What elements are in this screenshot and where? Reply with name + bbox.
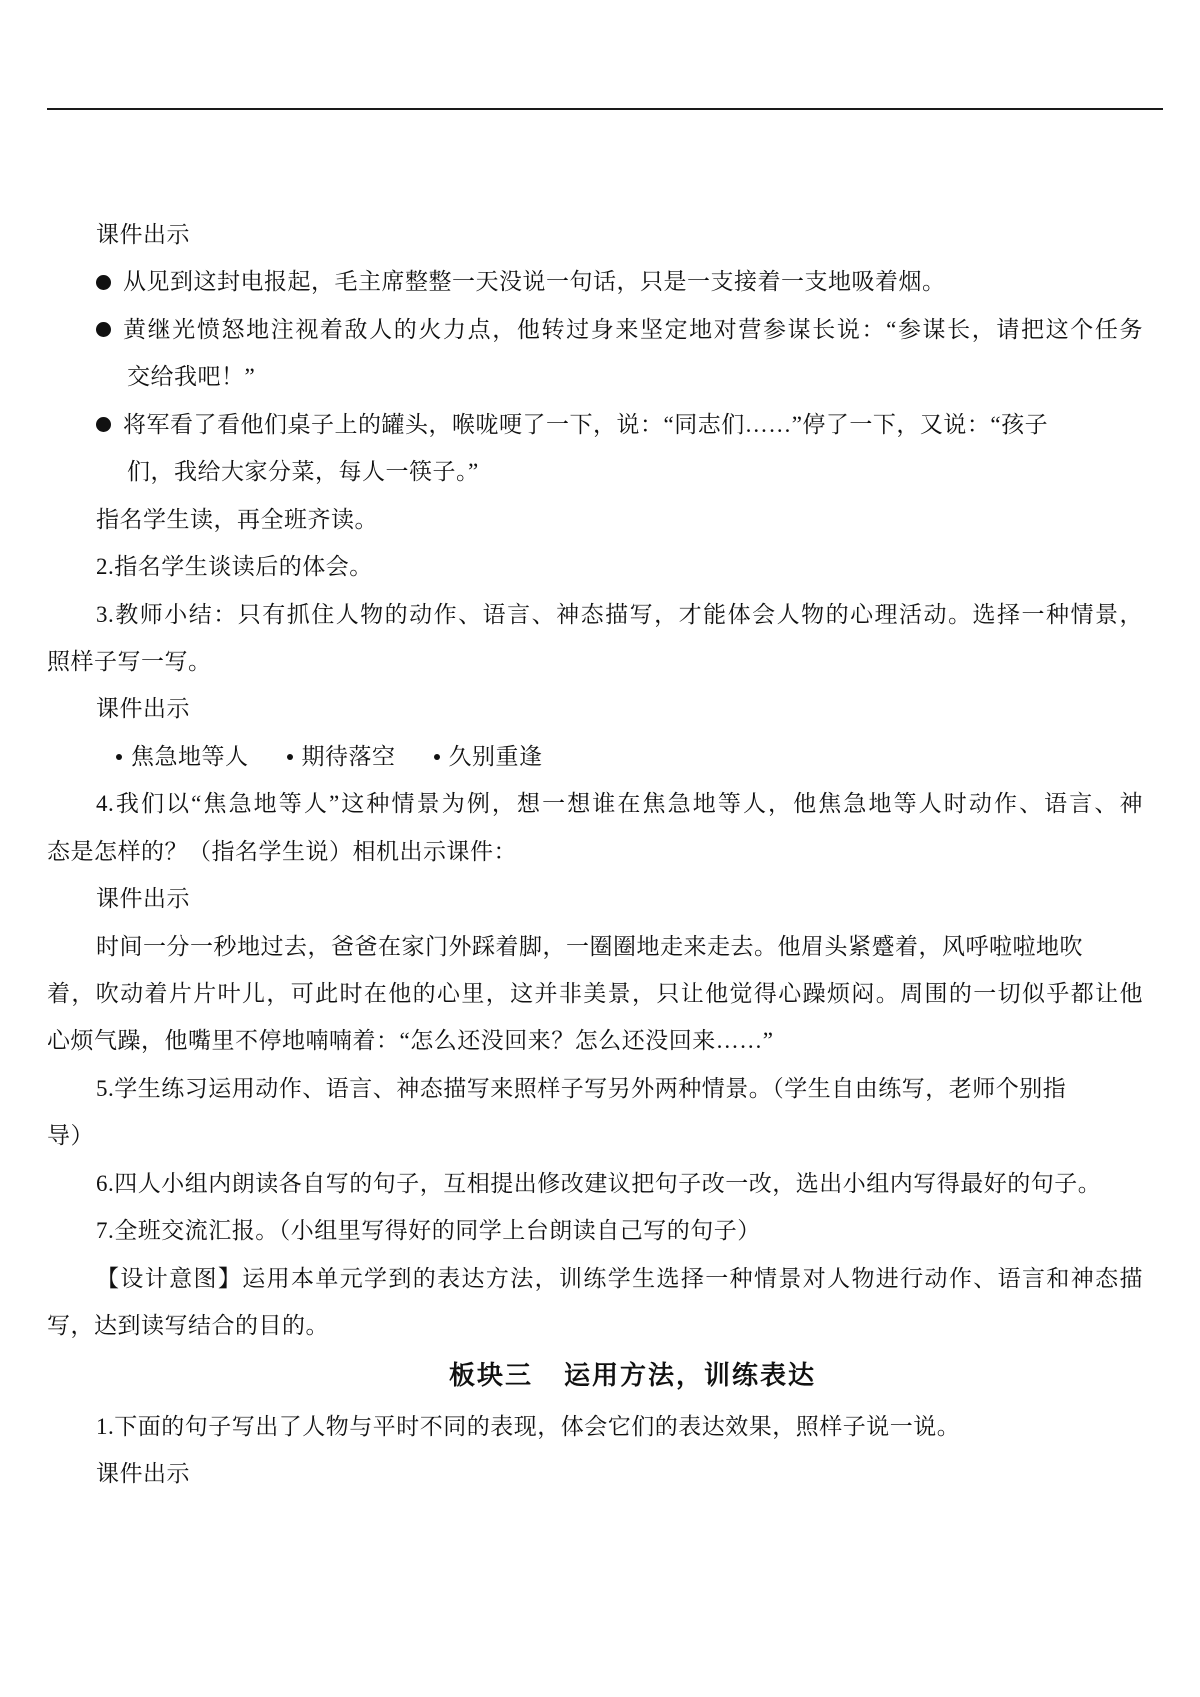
dot-icon: [287, 754, 293, 760]
step-6: 6.四人小组内朗读各自写的句子，互相提出修改建议把句子改一改，选出小组内写得最好的句子。: [96, 1170, 1102, 1196]
quote-text: 从见到这封电报起，毛主席整整一天没说一句话，只是一支接着一支地吸着烟。: [123, 269, 946, 295]
quote-item: [47, 306, 1143, 353]
quote-text-continuation: 们，我给大家分菜，每人一筷子。”: [127, 459, 479, 485]
bullet-icon: [96, 322, 111, 337]
courseware-label: 课件出示: [96, 222, 190, 247]
example-paragraph-line: 时间一分一秒地过去，爸爸在家门外踩着脚，一圈圈地走来走去。他眉头紧蹙着，风呼啦啦地吹: [96, 933, 1083, 959]
courseware-label: 课件出示: [96, 696, 190, 722]
design-intent-continuation: 写，达到读写结合的目的。: [47, 1313, 329, 1339]
scenario-list: [47, 733, 1143, 780]
section-3-step-1: 1.下面的句子写出了人物与平时不同的表现，体会它们的表达效果，照样子说一说。: [96, 1413, 961, 1439]
step-5: 5.学生练习运用动作、语言、神态描写来照样子写另外两种情景。（学生自由练写，老师个别指: [96, 1075, 1067, 1101]
bullet-icon: [96, 275, 111, 290]
example-paragraph-line: 心烦气躁，他嘴里不停地喃喃着：“怎么还没回来？怎么还没回来……”: [47, 1028, 774, 1054]
scenario-item: [434, 733, 543, 780]
scenario-label: 期待落空: [301, 743, 396, 769]
scenario-label: 焦急地等人: [131, 743, 249, 769]
scenario-item: [116, 733, 249, 780]
header-rule: [47, 108, 1163, 110]
dot-icon: [116, 754, 122, 760]
dot-icon: [434, 754, 440, 760]
scenario-item: [287, 733, 396, 780]
example-paragraph-line: 着，吹动着片片叶儿，可此时在他的心里，这并非美景，只让他觉得心躁烦闷。周围的一切似乎都让他: [47, 981, 1143, 1006]
step-4-continuation: 态是怎样的？（指名学生说）相机出示课件：: [47, 838, 517, 864]
quote-text-continuation: 交给我吧！”: [127, 364, 256, 390]
step-5-continuation: 导）: [47, 1123, 94, 1149]
quote-item: [47, 401, 1143, 448]
step-4: 4.我们以“焦急地等人”这种情景为例，想一想谁在焦急地等人，他焦急地等人时动作、语言、神: [96, 791, 1143, 817]
scenario-label: 久别重逢: [448, 743, 543, 769]
document-body: [47, 211, 1143, 1497]
quote-text: 将军看了看他们桌子上的罐头，喉咙哽了一下，说：“同志们……”停了一下，又说：“孩子: [123, 411, 1049, 437]
bullet-icon: [96, 417, 111, 432]
section-title: 运用方法，训练表达: [564, 1359, 817, 1390]
step-7: 7.全班交流汇报。（小组里写得好的同学上台朗读自己写的句子）: [96, 1218, 761, 1244]
quote-text: 黄继光愤怒地注视着敌人的火力点，他转过身来坚定地对营参谋长说：“参谋长，请把这个任务: [123, 316, 1143, 342]
read-instruction: 指名学生读，再全班齐读。: [96, 506, 378, 532]
quote-item: [47, 258, 1143, 305]
courseware-label: 课件出示: [96, 1460, 190, 1486]
step-2: 2.指名学生谈读后的体会。: [96, 554, 373, 580]
step-3: 3.教师小结：只有抓住人物的动作、语言、神态描写，才能体会人物的心理活动。选择一种情景，: [96, 601, 1143, 627]
section-heading: [47, 1350, 1143, 1400]
design-intent: 【设计意图】运用本单元学到的表达方法，训练学生选择一种情景对人物进行动作、语言和神态描: [96, 1265, 1143, 1291]
step-3-continuation: 照样子写一写。: [47, 648, 212, 674]
section-number: 板块三: [449, 1359, 534, 1390]
courseware-label: 课件出示: [96, 886, 190, 912]
